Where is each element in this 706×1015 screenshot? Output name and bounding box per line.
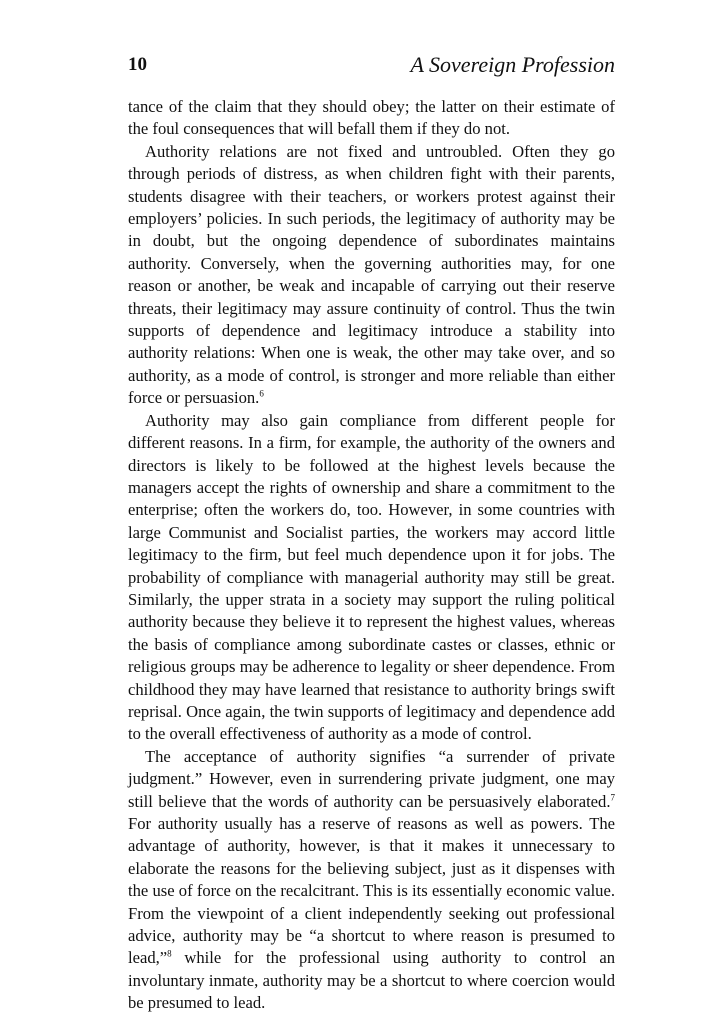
paragraph-text: while for the professional using authority to control an involuntary inmate, authority may be a shortcut to where coercion would be presumed to lead.	[128, 948, 615, 1013]
paragraph-text: Authority relations are not fixed and untroubled. Often they go through periods of distress, as when children fight with their parents, students disagree with their teachers, or workers protest against their employers’ policies. In such periods, the legitimacy of authority may be in doubt, but the ongoing dependence of subordinates maintains authority. Conversely, when the governing authorities may, for one reason or another, be weak and incapable of carrying out their reserve threats, their legitimacy may assure continuity of control. Thus the twin supports of dependence and legitimacy introduce a stability into authority relations: When one is weak, the other may take over, and so authority, as a mode of control, is stronger and more reliable than either force or persuasion.	[128, 141, 615, 408]
paragraph-compliance	[128, 410, 615, 746]
paragraph-text: Authority may also gain compliance from different people for different reasons. In a firm, for example, the authority of the owners and directors is likely to be followed at the highest levels because the managers accept the rights of ownership and share a commitment to the enterprise; often the workers do, too. However, in some countries with large Communist and Socialist parties, the workers may accord little legitimacy to the firm, but feel much dependence upon it for jobs. The probability of compliance with managerial authority may still be great. Similarly, the upper strata in a society may support the ruling political authority because they believe it to represent the highest values, whereas the basis of compliance among subordinate castes or classes, ethnic or religious groups may be adherence to legality or sheer dependence. From childhood they may have learned that resistance to authority brings swift reprisal. Once again, the twin supports of legitimacy and dependence add to the overall effectiveness of authority as a mode of control.	[128, 410, 615, 744]
paragraph-acceptance	[128, 746, 615, 1015]
paragraph-text: For authority usually has a reserve of reasons as well as powers. The advantage of authority, however, is that it makes it unnecessary to elaborate the reasons for the believing subject, just as it dispenses with the use of force on the recalcitrant. This is its essentially economic value. From the viewpoint of a client independently seeking out professional advice, authority may be “a shortcut to where reason is presumed to lead,”	[128, 814, 615, 968]
page-header	[128, 52, 615, 82]
paragraph-text: The acceptance of authority signifies “a surrender of private judgment.” However, even in surrendering private judgment, one may still believe that the words of authority can be persuasively elaborated.	[128, 746, 615, 811]
paragraph-text: tance of the claim that they should obey; the latter on their estimate of the foul consequences that will befall them if they do not.	[128, 97, 615, 139]
body-text	[128, 96, 615, 1015]
paragraph-continuation	[128, 96, 615, 141]
footnote-marker: 8	[167, 948, 172, 959]
footnote-marker: 7	[610, 792, 615, 803]
page-number: 10	[128, 54, 147, 75]
paragraph-authority-relations	[128, 141, 615, 410]
footnote-marker: 6	[259, 388, 264, 399]
running-title: A Sovereign Profession	[410, 52, 615, 77]
